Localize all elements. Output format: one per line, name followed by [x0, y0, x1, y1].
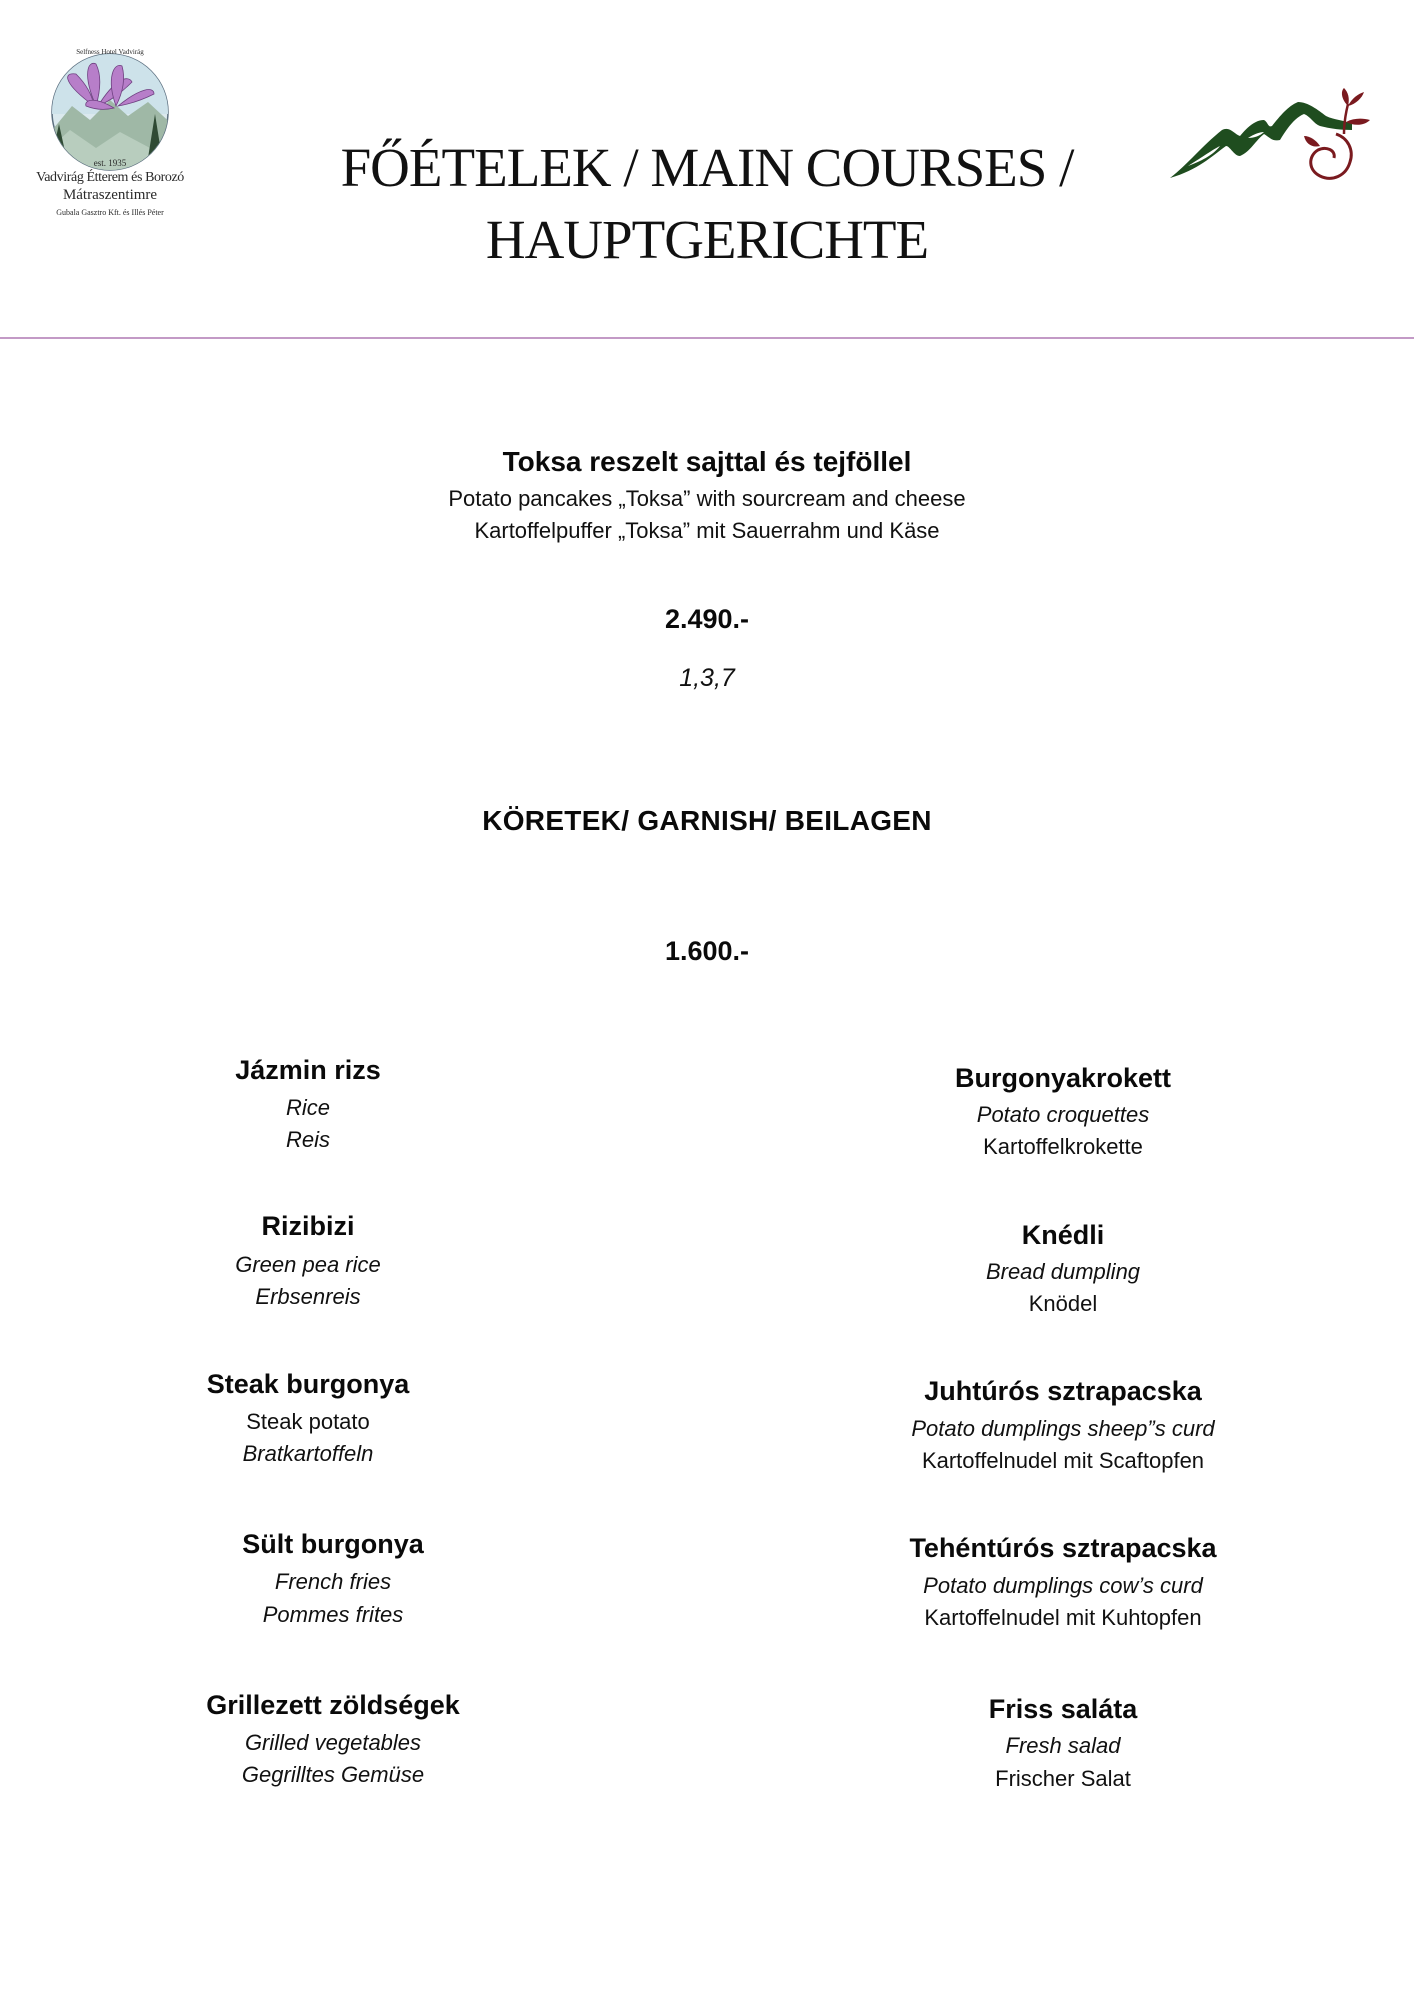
- logo-place-name: Mátraszentimre: [62, 187, 158, 203]
- mountain-flower-logo-icon: [1168, 86, 1372, 190]
- logo-established-text: est. 1935: [93, 158, 127, 168]
- page-title-line-1: FŐÉTELEK / MAIN COURSES /: [340, 137, 1074, 198]
- brand-logo: [1168, 86, 1372, 190]
- logo-hotel-text: Selfness Hotel Vadvirág: [76, 48, 144, 56]
- garnish-item-name: Knédli: [1021, 1220, 1105, 1250]
- garnish-item-name: Grillezett zöldségek: [206, 1690, 460, 1720]
- garnish-item-english: Grilled vegetables: [244, 1730, 422, 1755]
- main-dish-english: Potato pancakes „Toksa” with sourcream and cheese: [448, 486, 966, 511]
- garnish-item-name: Juhtúrós sztrapacska: [924, 1376, 1202, 1406]
- garnish-item-english: Potato dumplings cow’s curd: [923, 1573, 1203, 1598]
- garnish-item-english: Rice: [285, 1095, 331, 1120]
- garnish-item-german: Reis: [285, 1127, 331, 1152]
- garnish-item-german: Bratkartoffeln: [242, 1441, 374, 1466]
- garnish-item-german: Erbsenreis: [255, 1284, 361, 1309]
- garnish-item-english: Potato dumplings sheep”s curd: [911, 1416, 1215, 1441]
- garnish-item-name: Jázmin rizs: [235, 1055, 381, 1085]
- garnish-item-german: Frischer Salat: [995, 1766, 1131, 1791]
- garnish-item-german: Gegrilltes Gemüse: [241, 1762, 425, 1787]
- logo-owners-text: Gubala Gasztro Kft. és Illés Péter: [56, 208, 164, 217]
- garnish-item-german: Kartoffelkrokette: [983, 1134, 1143, 1159]
- logo-restaurant-name: Vadvirág Étterem és Borozó: [36, 170, 184, 185]
- garnish-item-name: Sült burgonya: [242, 1529, 424, 1559]
- garnish-heading: KÖRETEK/ GARNISH/ BEILAGEN: [482, 805, 932, 836]
- garnish-item-english: Potato croquettes: [976, 1102, 1150, 1127]
- garnish-item-name: Friss saláta: [988, 1694, 1138, 1724]
- garnish-item-english: Green pea rice: [235, 1252, 381, 1277]
- page-title-line-2: HAUPTGERICHTE: [485, 209, 929, 270]
- main-dish-allergens: 1,3,7: [679, 664, 735, 692]
- main-dish-price: 2.490.-: [664, 604, 750, 634]
- garnish-item-name: Rizibizi: [261, 1211, 355, 1241]
- garnish-item-name: Tehéntúrós sztrapacska: [909, 1533, 1217, 1563]
- garnish-item-german: Kartoffelnudel mit Scaftopfen: [921, 1448, 1205, 1473]
- garnish-item-english: Fresh salad: [1005, 1733, 1121, 1758]
- garnish-item-german: Pommes frites: [262, 1602, 404, 1627]
- garnish-item-german: Knödel: [1028, 1291, 1098, 1316]
- main-dish-name: Toksa reszelt sajttal és tejföllel: [502, 446, 912, 477]
- garnish-item-english: French fries: [274, 1569, 392, 1594]
- garnish-item-name: Burgonyakrokett: [954, 1063, 1172, 1093]
- garnish-item-english: Steak potato: [246, 1409, 370, 1434]
- garnish-item-name: Steak burgonya: [206, 1369, 410, 1399]
- garnish-item-english: Bread dumpling: [985, 1259, 1141, 1284]
- main-dish-german: Kartoffelpuffer „Toksa” mit Sauerrahm und Käse: [474, 518, 940, 543]
- restaurant-logo: [24, 44, 196, 230]
- garnish-price: 1.600.-: [664, 936, 750, 966]
- header-divider: [0, 337, 1414, 339]
- garnish-item-german: Kartoffelnudel mit Kuhtopfen: [924, 1605, 1202, 1630]
